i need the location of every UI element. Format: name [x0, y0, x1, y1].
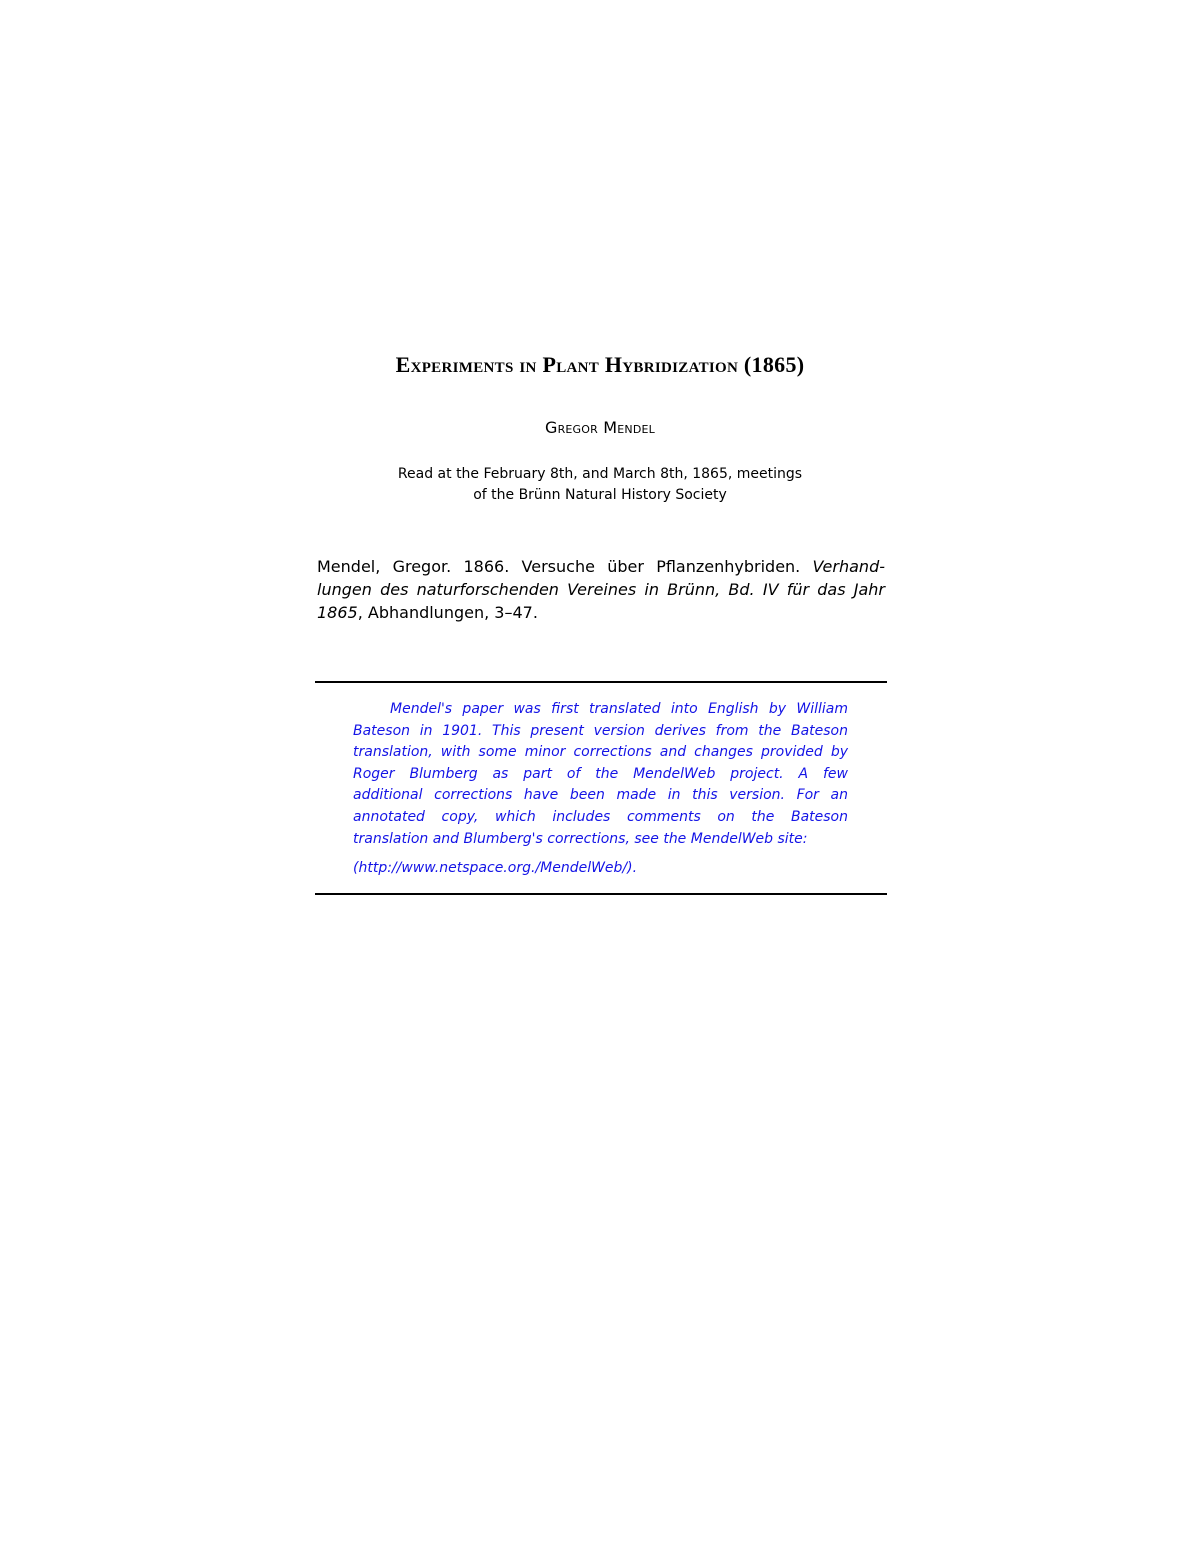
bottom-rule — [315, 893, 887, 895]
citation-line-1-italic: Verhand- — [812, 557, 885, 576]
note-line: Bateson in 1901. This present version derives from the Bateson — [353, 722, 848, 739]
citation-line-1 — [317, 555, 885, 578]
note-line: Mendel's paper was first translated into English by William — [390, 701, 848, 717]
citation — [317, 555, 885, 624]
citation-line-3-plain: , Abhandlungen, 3–47. — [357, 603, 538, 622]
note-line: translation, with some minor corrections and changes provided by — [353, 744, 848, 761]
note-line: Roger Blumberg as part of the MendelWeb project. A few — [353, 765, 848, 782]
author-name: Gregor Mendel — [544, 418, 656, 437]
paper-title: Experiments in Plant Hybridization (1865) — [395, 352, 805, 377]
citation-line-3-italic: 1865 — [317, 603, 358, 622]
translator-note — [353, 699, 848, 880]
read-note-line-2: of the Brünn Natural History Society — [473, 487, 727, 503]
note-line: translation and Blumberg's corrections, see the MendelWeb site: — [353, 830, 808, 847]
top-rule — [315, 681, 887, 683]
citation-line-2-italic: lungen des naturforschenden Vereines in Brünn, Bd. IV für das Jahr — [317, 580, 885, 599]
read-note — [300, 464, 900, 506]
citation-line-1-plain: Mendel, Gregor. 1866. Versuche über Pflanzenhybriden. — [317, 557, 801, 576]
citation-line-2 — [317, 578, 885, 601]
note-line: annotated copy, which includes comments on the Bateson — [353, 808, 848, 825]
read-note-line-1: Read at the February 8th, and March 8th, 1865, meetings — [397, 466, 803, 482]
mendelweb-link[interactable]: (http://www.netspace.org./MendelWeb/). — [353, 860, 638, 877]
citation-line-3 — [317, 601, 885, 624]
note-line: additional corrections have been made in this version. For an — [353, 787, 848, 804]
